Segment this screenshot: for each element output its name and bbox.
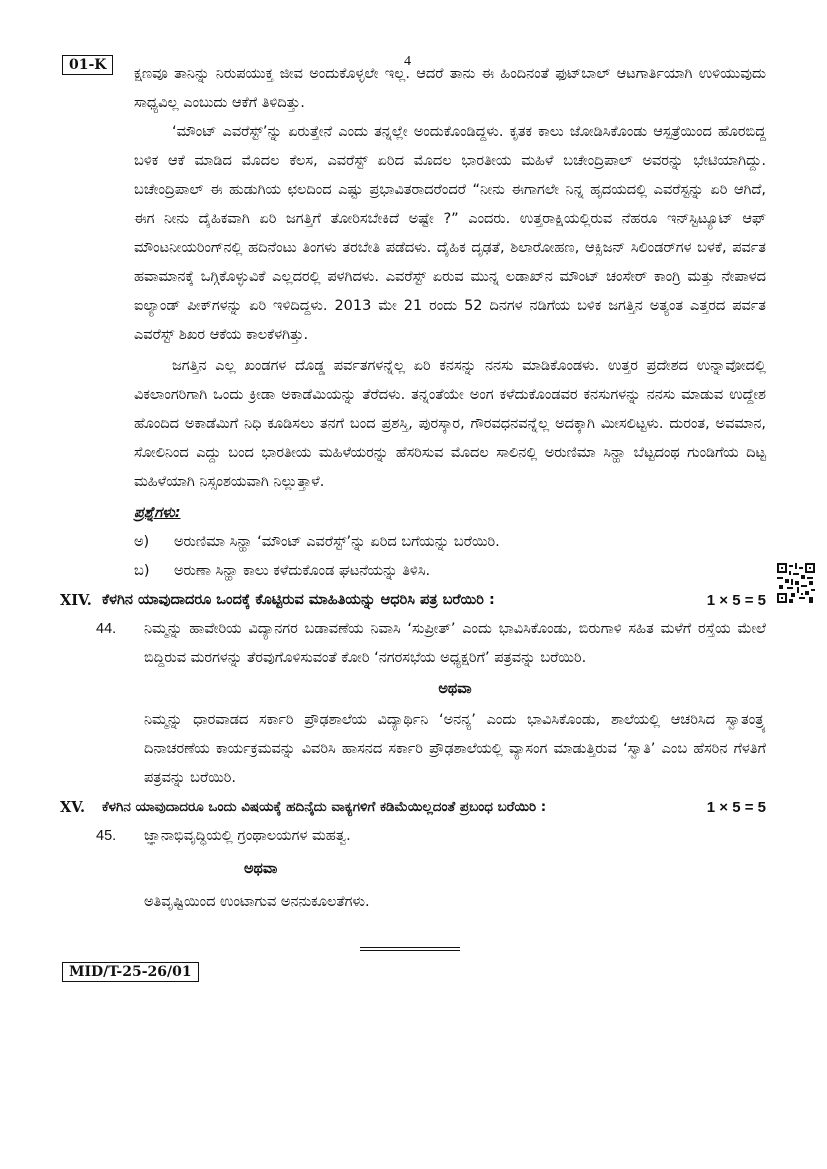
- section-14-title: ಕೆಳಗಿನ ಯಾವುದಾದರೂ ಒಂದಕ್ಕೆ ಕೊಟ್ಟಿರುವ ಮಾಹಿತಿಯನ್ನು ಆಧರಿಸಿ ಪತ್ರ ಬರೆಯಿರಿ :: [102, 592, 495, 608]
- question-44-option-2-line: ವ್ಯಾಸಂಗ ಮಾಡುತ್ತಿರುವ ‘ಸ್ವಾತಿ’ ಎಂಬ ಹೆಸರಿನ ಗೆಳತಿಗೆ ಪತ್ರವನ್ನು ಬರೆಯಿರಿ.: [144, 741, 767, 786]
- question-45-body: [144, 822, 766, 917]
- page-content: [0, 60, 827, 1022]
- qr-code-icon: [777, 563, 815, 603]
- footer-code-badge: MID/T-25-26/01: [62, 962, 199, 982]
- paragraph-2: [134, 118, 766, 350]
- question-44-number: 44.: [96, 621, 117, 637]
- or-label-44: ಅಥವಾ: [438, 681, 472, 697]
- question-45-number: 45.: [96, 828, 117, 844]
- or-label-45: ಅಥವಾ: [244, 861, 278, 877]
- question-a-text: ಅರುಣಿಮಾ ಸಿನ್ಹಾ ‘ಮೌಂಟ್ ಎವರೆಸ್ಟ್’ನ್ನು ಏರಿದ ಬಗೆಯನ್ನು ಬರೆಯಿರಿ.: [174, 534, 500, 550]
- paragraph-2-line: ಸಿಲಿಂಡರ್‌ಗಳ ಬಳಕೆ, ಪರ್ವತ ಹವಾಮಾನಕ್ಕೆ ಒಗ್ಗಿಕೊಳ್ಳುವಿಕೆ ಎಲ್ಲದರಲ್ಲಿ ಪಳಗಿದಳು. ಎವರೆಸ್ಟ್ ಏರುವ ಮುನ್ನ: [134, 240, 766, 285]
- paragraph-3-line: ಪ್ರಶಸ್ತಿ, ಪುರಸ್ಕಾರ, ಗೌರವಧನವನ್ನೆಲ್ಲ ಅದಕ್ಕಾಗಿ ಮೀಸಲಿಟ್ಟಳು. ದುರಂತ, ಅವಮಾನ, ಸೋಲಿನಿಂದ ಎದ್ದು ಬಂದ: [134, 416, 767, 461]
- paragraph-2-line: ಬಚೇಂದ್ರಿಪಾಲ್ ಅವರನ್ನು ಭೇಟಿಯಾಗಿದ್ದು. ಬಚೇಂದ್ರಿಪಾಲ್ ಈ ಹುಡುಗಿಯ ಛಲದಿಂದ ಎಷ್ಟು: [134, 153, 766, 198]
- question-44-option-1: [144, 615, 766, 673]
- paragraph-1-line: ಆಟಗಾರ್ತಿಯಾಗಿ ಉಳಿಯುವುದು ಸಾಧ್ಯವಿಲ್ಲ ಎಂಬುದು ಆಕೆಗೆ ತಿಳಿದಿತ್ತು.: [134, 66, 767, 111]
- question-45-option-2: ಅತಿವೃಷ್ಟಿಯಿಂದ ಉಂಟಾಗುವ ಅನನುಕೂಲತೆಗಳು.: [144, 894, 370, 910]
- question-44-option-1-line: ಬರೆಯಿರಿ.: [540, 650, 587, 666]
- questions-block: [134, 499, 766, 586]
- question-b-label: ಬ): [134, 563, 150, 579]
- section-15-title: ಕೆಳಗಿನ ಯಾವುದಾದರೂ ಒಂದು ವಿಷಯಕ್ಕೆ ಹದಿನೈದು ವಾಕ್ಯಗಳಿಗೆ ಕಡಿಮೆಯಿಲ್ಲದಂತೆ ಪ್ರಬಂಧ ಬರೆಯಿರಿ :: [102, 799, 547, 815]
- question-44: [96, 615, 766, 793]
- questions-heading: ಪ್ರಶ್ನೆಗಳು:: [134, 505, 181, 521]
- end-rule: [360, 947, 460, 951]
- section-15-marks: 1 × 5 = 5: [706, 799, 766, 816]
- question-45-option-1: ಜ್ಞಾನಾಭಿವೃದ್ಧಿಯಲ್ಲಿ ಗ್ರಂಥಾಲಯಗಳ ಮಹತ್ವ.: [144, 828, 351, 844]
- section-14-marks: 1 × 5 = 5: [706, 592, 766, 609]
- question-44-option-2-line: ಆಚರಿಸಿದ ಸ್ವಾತಂತ್ರ್ಯ ದಿನಾಚರಣೆಯ ಕಾರ್ಯಕ್ರಮವನ್ನು ವಿವರಿಸಿ ಹಾಸನದ ಸರ್ಕಾರಿ ಪ್ರೌಢಶಾಲೆಯಲ್ಲಿ: [144, 712, 766, 757]
- section-14-header: [60, 586, 766, 615]
- question-44-body: [144, 615, 766, 793]
- section-14-numeral: XIV.: [60, 592, 92, 609]
- question-b: [134, 557, 766, 586]
- question-44-option-1-line: ನಿಮ್ಮನ್ನು ಹಾವೇರಿಯ ವಿದ್ಯಾನಗರ ಬಡಾವಣೆಯ ನಿವಾಸಿ ‘ಸುಪ್ರೀತ್’ ಎಂದು ಭಾವಿಸಿಕೊಂಡು, ಬಿರುಗಾಳಿ ಸಹಿತ: [144, 621, 654, 637]
- paragraph-3-line: ಜಗತ್ತಿನ ಎಲ್ಲ ಖಂಡಗಳ ದೊಡ್ಡ ಪರ್ವತಗಳನ್ನೆಲ್ಲ ಏರಿ ಕನಸನ್ನು ನನಸು ಮಾಡಿಕೊಂಡಳು. ಉತ್ತರ: [172, 358, 638, 374]
- section-15-header: [60, 793, 766, 822]
- paragraph-2-line: ಮೇ 21 ರಂದು 52 ದಿನಗಳ ನಡಿಗೆಯ ಬಳಿಕ ಜಗತ್ತಿನ ಅತ್ಯಂತ ಎತ್ತರದ ಪರ್ವತ ಎವರೆಸ್ಟ್ ಶಿಖರ ಆಕೆಯ: [134, 298, 766, 343]
- paragraph-2-line: ಏರಿ ಜಗತ್ತಿಗೆ ತೋರಿಸಬೇಕಿದೆ ಅಷ್ಟೇ ?” ಎಂದರು. ಉತ್ತರಾಕ್ಷಿಯಲ್ಲಿರುವ ನೆಹರೂ ಇನ್‌ಸ್ಟಿಟ್ಯೂಟ್ ಆಫ್: [259, 211, 766, 227]
- paragraph-3-line: ಪ್ರದೇಶದ ಉನ್ನಾವೋದಲ್ಲಿ ವಿಕಲಾಂಗರಿಗಾಗಿ ಒಂದು ಕ್ರೀಡಾ ಅಕಾಡೆಮಿಯನ್ನು ತೆರೆದಳು. ತನ್ನಂತೆಯೇ ಅಂಗ: [134, 358, 766, 403]
- question-b-text: ಅರುಣಾ ಸಿನ್ಹಾ ಕಾಲು ಕಳೆದುಕೊಂಡ ಘಟನೆಯನ್ನು ತಿಳಿಸಿ.: [174, 563, 431, 579]
- paragraph-3-line: ಭಾರತೀಯ ಮಹಿಳೆಯರನ್ನು ಹೆಸರಿಸುವ ಮೊದಲ ಸಾಲಿನಲ್ಲಿ ಅರುಣಿಮಾ ಸಿನ್ಹಾ ಬೆಟ್ಟದಂಥ ಗುಂಡಿಗೆಯ ದಿಟ್ಟ: [261, 445, 766, 461]
- paragraph-3-line: ಕಳೆದುಕೊಂಡವರ ಕನಸುಗಳನ್ನು ನನಸು ಮಾಡುವ ಉದ್ದೇಶ ಹೊಂದಿದ ಅಕಾಡೆಮಿಗೆ ನಿಧಿ ಕೂಡಿಸಲು ತನಗೆ ಬಂದ: [134, 387, 767, 432]
- question-45: [96, 822, 766, 917]
- question-44-option-1-line: ಮಳೆಗೆ ರಸ್ತೆಯ ಮೇಲೆ ಬಿದ್ದಿರುವ ಮರಗಳನ್ನು ತೆರವುಗೊಳಿಸುವಂತೆ ಕೋರಿ ‘ನಗರಸಭೆಯ ಅಧ್ಯಕ್ಷರಿಗೆ’ ಪತ್ರವನ್ನು: [144, 621, 767, 666]
- paragraph-3: [134, 352, 766, 497]
- paragraph-2-line: ಲಡಾಖ್‌ನ ಮೌಂಟ್ ಚಂಸೇರ್ ಕಾಂಗ್ರಿ ಮತ್ತು ನೇಪಾಳದ ಐಲ್ಯಾಂಡ್ ಪೀಕ್‌ಗಳನ್ನು ಏರಿ ಇಳಿದಿದ್ದಳು. 2013: [134, 269, 766, 314]
- paragraph-1: [134, 60, 766, 118]
- paper-code-badge: 01-K: [62, 55, 113, 75]
- paragraph-2-line: ಕಾಲಕೆಳಗಿತ್ತು.: [246, 327, 309, 343]
- paragraph-3-line: ಮಹಿಳೆಯಾಗಿ ನಿಸ್ಸಂಶಯವಾಗಿ ನಿಲ್ಲುತ್ತಾಳೆ.: [134, 474, 325, 490]
- question-a-label: ಅ): [134, 534, 150, 550]
- question-44-option-2-line: ನಿಮ್ಮನ್ನು ಧಾರವಾಡದ ಸರ್ಕಾರಿ ಪ್ರೌಢಶಾಲೆಯ ವಿದ್ಯಾರ್ಥಿನಿ ‘ಅನನ್ಯ’ ಎಂದು ಭಾವಿಸಿಕೊಂಡು, ಶಾಲೆಯಲ್ಲಿ: [144, 712, 661, 728]
- paragraph-2-line: ‘ಮೌಂಟ್ ಎವರೆಸ್ಟ್’ನ್ನು ಏರುತ್ತೇನೆ ಎಂದು ತನ್ನಲ್ಲೇ ಅಂದುಕೊಂಡಿದ್ದಳು. ಕೃತಕ ಕಾಲು ಜೋಡಿಸಿಕೊಂಡು: [172, 124, 648, 140]
- paragraph-2-line: ಮೌಂಟನೀಯರಿಂಗ್‌ನಲ್ಲಿ ಹದಿನೆಂಟು ತಿಂಗಳು ತರಬೇತಿ ಪಡೆದಳು. ದೈಹಿಕ ದೃಢತೆ, ಶಿಲಾರೋಹಣ, ಆಕ್ಸಿಜನ್: [134, 240, 626, 256]
- paragraph-1-line: ಕ್ಷಣವೂ ತಾನಿನ್ನು ನಿರುಪಯುಕ್ತ ಜೀವ ಅಂದುಕೊಳ್ಳಲೇ ಇಲ್ಲ. ಆದರೆ ತಾನು ಈ ಹಿಂದಿನಂತೆ ಫುಟ್‌ಬಾಲ್: [134, 66, 611, 82]
- footer: [62, 961, 827, 982]
- question-44-option-2: [144, 706, 766, 793]
- page-number: 4: [404, 54, 411, 69]
- paragraph-2-line: ಪ್ರಭಾವಿತರಾದರೆಂದರೆ “ನೀನು ಈಗಾಗಲೇ ನಿನ್ನ ಹೃದಯದಲ್ಲಿ ಎವರೆಸ್ಟನ್ನು ಏರಿ ಆಗಿದೆ, ಈಗ ನೀನು ದೈಹಿಕವಾಗಿ: [134, 182, 767, 227]
- question-a: [134, 528, 766, 557]
- paragraph-2-line: ಆಸ್ಪತ್ರೆಯಿಂದ ಹೊರಬಿದ್ದ ಬಳಿಕ ಆಕೆ ಮಾಡಿದ ಮೊದಲ ಕೆಲಸ, ಎವರೆಸ್ಟ್ ಏರಿದ ಮೊದಲ ಭಾರತೀಯ ಮಹಿಳೆ: [134, 124, 766, 169]
- section-15-numeral: XV.: [60, 799, 86, 816]
